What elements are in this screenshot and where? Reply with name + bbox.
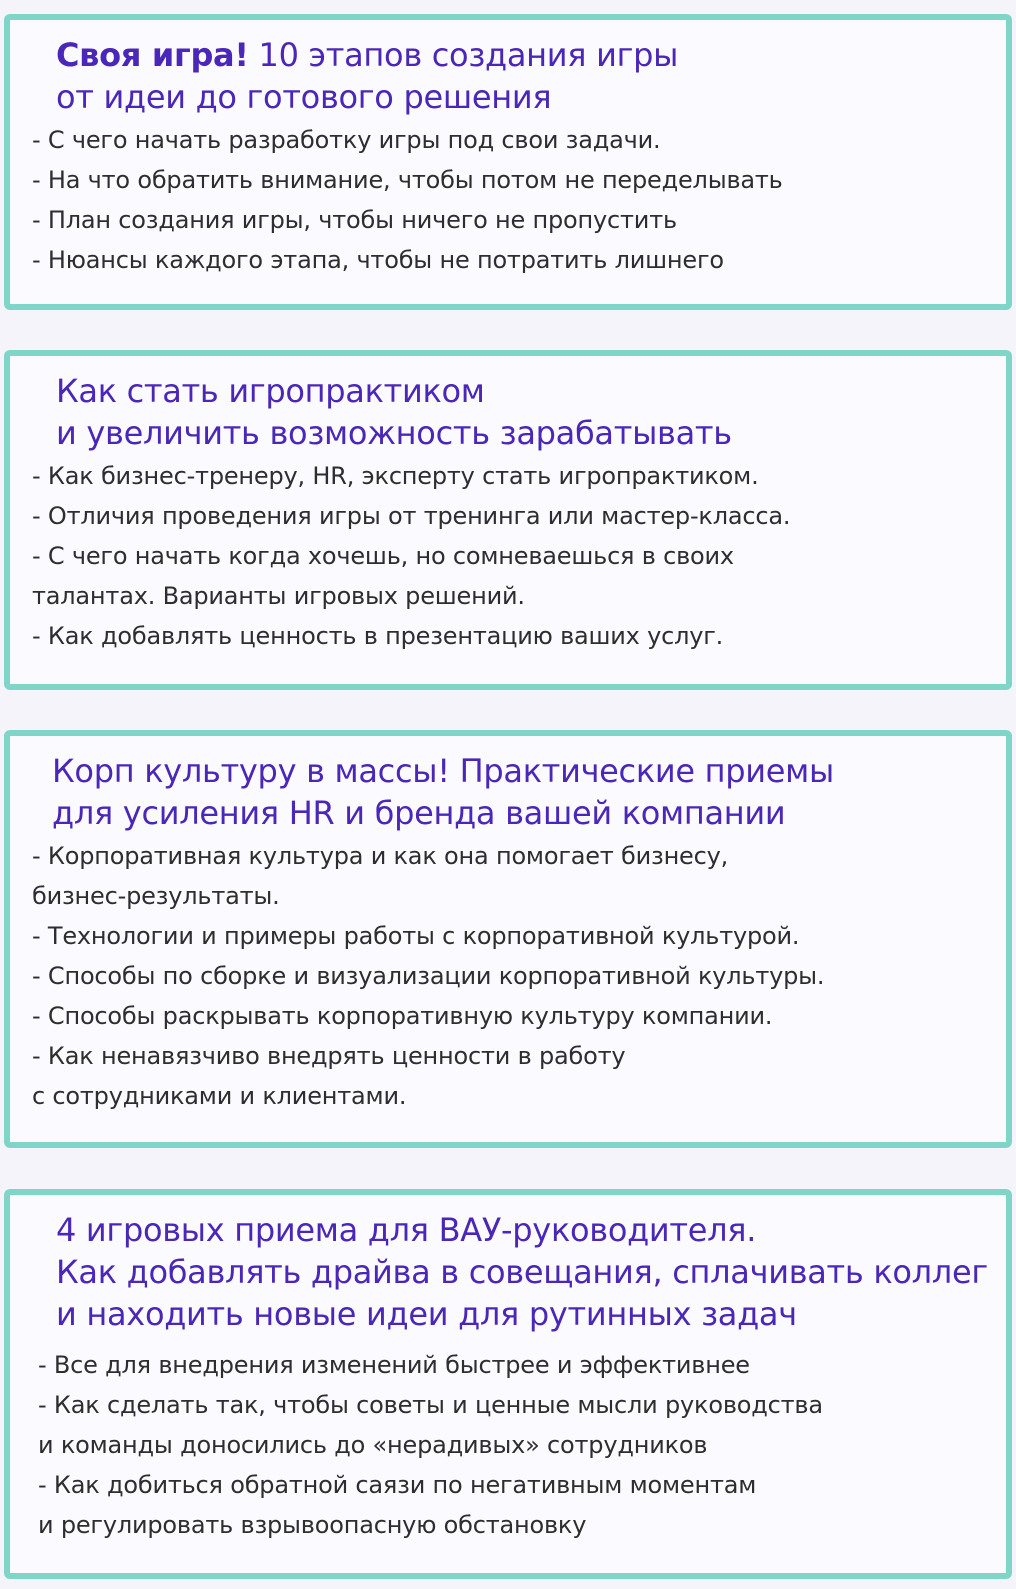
- card-items: [32, 120, 986, 280]
- list-item: талантах. Варианты игровых решений.: [32, 582, 525, 610]
- card-game-practitioner: [4, 350, 1012, 690]
- list-item: - Все для внедрения изменений быстрее и эффективнее: [38, 1351, 750, 1379]
- list-item: - План создания игры, чтобы ничего не пропустить: [32, 206, 677, 234]
- list-item: - Способы по сборке и визуализации корпоративной культуры.: [32, 962, 825, 990]
- list-item: - Нюансы каждого этапа, чтобы не потратить лишнего: [32, 246, 724, 274]
- list-item: - С чего начать разработку игры под свои задачи.: [32, 126, 661, 154]
- card-wow-leader: [4, 1189, 1012, 1579]
- card-title: [32, 34, 986, 118]
- list-item: - Как бизнес-тренеру, HR, эксперту стать игропрактиком.: [32, 462, 759, 490]
- card-title-line: Как стать игропрактиком: [56, 372, 485, 410]
- card-title-line: Корп культуру в массы! Практические приемы: [52, 752, 834, 790]
- card-own-game: [4, 14, 1012, 310]
- list-item: - Корпоративная культура и как она помогает бизнесу,: [32, 842, 729, 870]
- list-item: - Технологии и примеры работы с корпоративной культурой.: [32, 922, 800, 950]
- list-item: - Как сделать так, чтобы советы и ценные мысли руководства: [38, 1391, 823, 1419]
- card-title-line: для усиления HR и бренда вашей компании: [52, 794, 786, 832]
- card-title: [32, 750, 986, 834]
- card-title: [32, 370, 986, 454]
- card-title-line: 4 игровых приема для ВАУ-руководителя.: [56, 1211, 757, 1249]
- list-item: и регулировать взрывоопасную обстановку: [38, 1511, 587, 1539]
- list-item: - Как добиться обратной саязи по негативным моментам: [38, 1471, 757, 1499]
- card-title-line: Как добавлять драйва в совещания, сплачивать коллег: [56, 1253, 988, 1291]
- card-title-line: от идеи до готового решения: [56, 78, 552, 116]
- card-items: [32, 1345, 986, 1545]
- card-items: [32, 456, 986, 656]
- list-item: - Как ненавязчиво внедрять ценности в работу: [32, 1042, 626, 1070]
- card-title-line: и увеличить возможность зарабатывать: [56, 414, 732, 452]
- card-title-line: и находить новые идеи для рутинных задач: [56, 1295, 797, 1333]
- card-title-line: [56, 34, 986, 76]
- list-item: с сотрудниками и клиентами.: [32, 1082, 407, 1110]
- list-item: - Отличия проведения игры от тренинга или мастер-класса.: [32, 502, 791, 530]
- card-items: [32, 836, 986, 1116]
- title-bold-text: Своя игра!: [56, 36, 249, 74]
- list-item: - С чего начать когда хочешь, но сомневаешься в своих: [32, 542, 734, 570]
- card-corporate-culture: [4, 730, 1012, 1148]
- list-item: бизнес-результаты.: [32, 882, 280, 910]
- list-item: - На что обратить внимание, чтобы потом не переделывать: [32, 166, 783, 194]
- title-text: 10 этапов создания игры: [248, 36, 679, 74]
- card-title: [32, 1209, 986, 1335]
- list-item: - Способы раскрывать корпоративную культуру компании.: [32, 1002, 773, 1030]
- list-item: - Как добавлять ценность в презентацию ваших услуг.: [32, 622, 724, 650]
- list-item: и команды доносились до «нерадивых» сотрудников: [38, 1431, 708, 1459]
